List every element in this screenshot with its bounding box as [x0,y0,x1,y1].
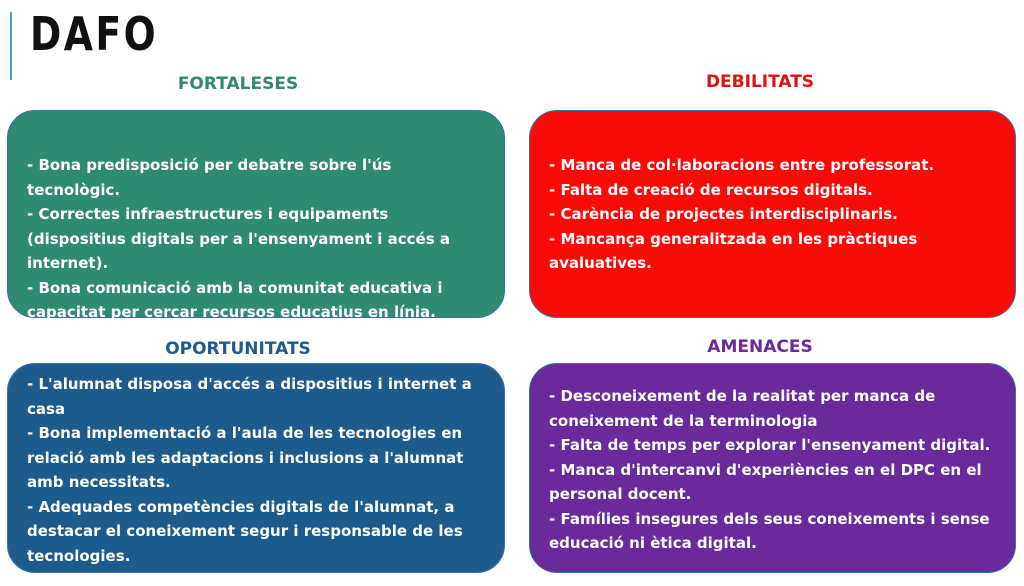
oportunitats-box [7,363,505,573]
fortaleses-list [27,153,486,325]
oportunitats-heading: OPORTUNITATS [165,339,311,359]
debilitats-item: - Mancança generalitzada en les pràctiques avaluatives. [549,229,918,272]
title-accent-line [10,12,12,80]
fortaleses-box [7,110,505,321]
debilitats-item: - Falta de creació de recursos digitals. [549,180,873,199]
amenaces-list [549,384,997,556]
oportunitats-item: - Adequades competències digitals de l'alumnat, a destacar el coneixement segur i responsable de les tecnologies. [27,497,463,565]
debilitats-box [529,110,1016,318]
amenaces-item: - Falta de temps per explorar l'ensenyament digital. [549,436,991,454]
oportunitats-item: - Bona implementació a l'aula de les tecnologies en relació amb les adaptacions i inclusions a l'alumnat amb necessitats. [27,424,464,491]
oportunitats-item: - L'alumnat disposa d'accés a dispositius i internet a casa [27,375,472,418]
fortaleses-item: - Bona comunicació amb la comunitat educativa i capacitat per cercar recursos educatius en línia. [27,278,443,321]
fortaleses-item: - Correctes infraestructures i equipaments (dispositius digitals per a l'ensenyament i accés a internet). [27,205,450,272]
oportunitats-list [27,372,486,568]
debilitats-item: - Carència de projectes interdisciplinaris. [549,205,898,223]
amenaces-item: - Desconeixement de la realitat per manca de coneixement de la terminologia [549,387,936,430]
fortaleses-heading: FORTALESES [177,74,299,94]
amenaces-item: - Manca d'intercanvi d'experiències en el DPC en el personal docent. [549,460,982,503]
page-title: DAFO [30,7,159,61]
fortaleses-item: - Bona predisposició per debatre sobre l'ús tecnològic. [27,156,392,199]
debilitats-heading: DEBILITATS [705,72,815,92]
debilitats-item: - Manca de col·laboracions entre professorat. [549,156,935,174]
amenaces-heading: AMENACES [707,337,813,357]
debilitats-list [549,153,997,276]
amenaces-item: - Famílies insegures dels seus coneixements i sense educació ni ètica digital. [549,509,990,552]
amenaces-box [529,363,1016,573]
